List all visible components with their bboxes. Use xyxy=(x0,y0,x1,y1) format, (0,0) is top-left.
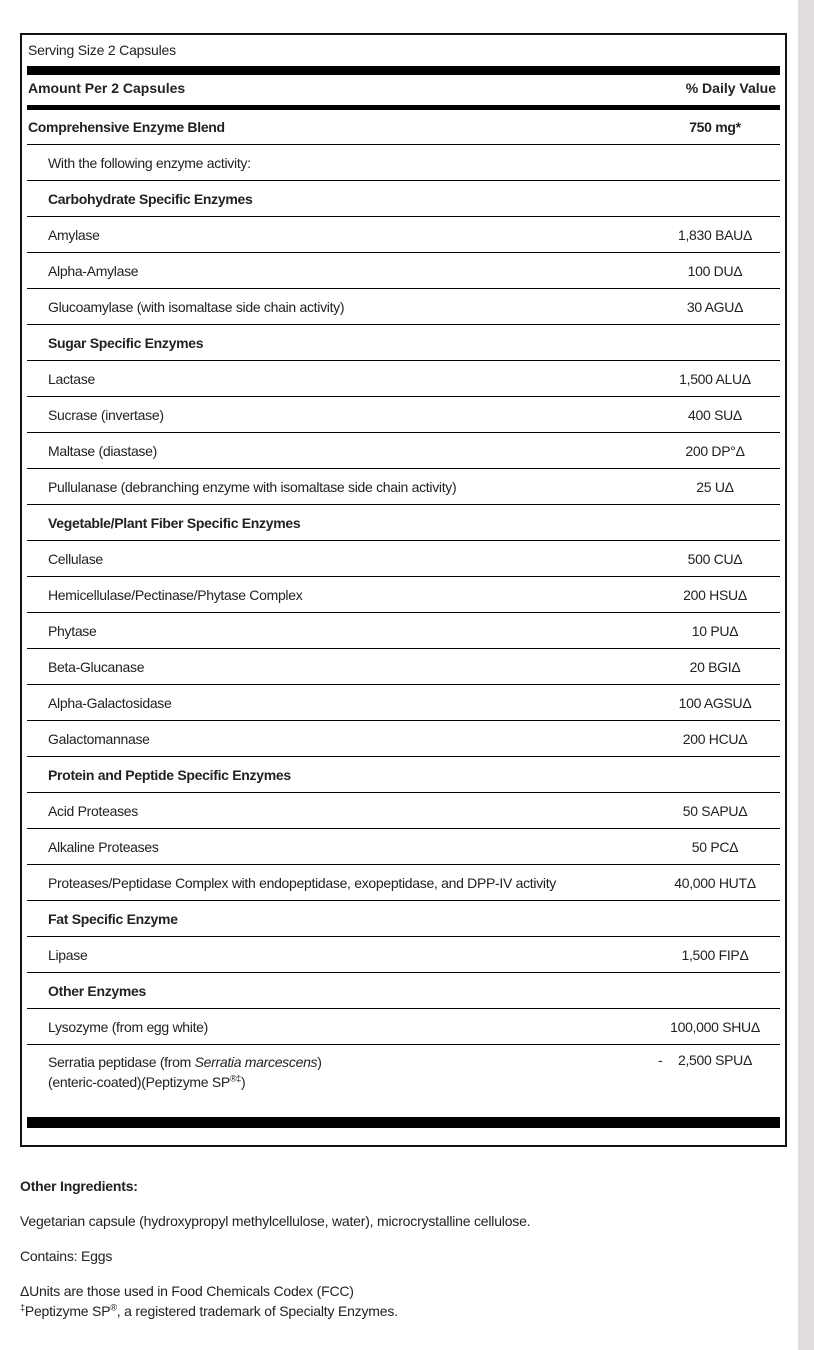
double-dagger-mark: ‡ xyxy=(20,1302,25,1313)
table-row xyxy=(27,685,780,721)
table-row xyxy=(27,829,780,865)
nutrient-amount: 50 SAPUΔ xyxy=(682,803,748,819)
nutrient-amount: 25 UΔ xyxy=(696,479,734,495)
serving-size: Serving Size 2 Capsules xyxy=(28,42,176,58)
nutrient-amount: 100,000 SHUΔ xyxy=(670,1019,760,1035)
registered-mark: ® xyxy=(110,1302,117,1313)
category-name: Protein and Peptide Specific Enzymes xyxy=(48,767,291,783)
amount-header: Amount Per 2 Capsules xyxy=(28,80,186,96)
nutrient-name: Cellulase xyxy=(48,551,103,567)
table-row xyxy=(27,577,780,613)
table-row xyxy=(27,145,780,181)
table-row xyxy=(27,289,780,325)
dv-dash: - xyxy=(658,1052,663,1068)
nutrient-amount: 2,500 SPUΔ xyxy=(677,1052,753,1068)
nutrient-name: Hemicellulase/Pectinase/Phytase Complex xyxy=(48,587,303,603)
nutrient-amount: 1,830 BAUΔ xyxy=(677,227,753,243)
category-name: Sugar Specific Enzymes xyxy=(48,335,204,351)
other-ingredients-text: Vegetarian capsule (hydroxypropyl methylcellulose, water), microcrystalline cellulose. xyxy=(20,1213,531,1229)
other-ingredients-label: Other Ingredients: xyxy=(20,1178,138,1194)
nutrient-name: Pullulanase (debranching enzyme with isomaltase side chain activity) xyxy=(48,479,457,495)
name-text: Serratia peptidase (from xyxy=(48,1054,195,1070)
nutrient-amount: 10 PUΔ xyxy=(691,623,739,639)
thick-divider-top xyxy=(27,66,780,75)
fcc-footnote: ΔUnits are those used in Food Chemicals Codex (FCC) xyxy=(20,1283,354,1299)
name-text: ) xyxy=(240,1074,246,1090)
nutrient-name: Lipase xyxy=(48,947,88,963)
table-row xyxy=(27,541,780,577)
category-row xyxy=(27,901,780,937)
table-row xyxy=(27,937,780,973)
nutrient-name: Proteases/Peptidase Complex with endopeptidase, exopeptidase, and DPP-IV activity xyxy=(48,875,557,891)
table-row xyxy=(27,253,780,289)
table-row xyxy=(27,361,780,397)
nutrient-amount: 100 AGSUΔ xyxy=(678,695,752,711)
nutrient-amount: 200 HSUΔ xyxy=(683,587,747,603)
nutrient-amount: 30 AGUΔ xyxy=(686,299,744,315)
nutrient-amount: 100 DUΔ xyxy=(687,263,743,279)
nutrient-name: Glucoamylase (with isomaltase side chain activity) xyxy=(48,299,345,315)
name-text: ) xyxy=(317,1054,322,1070)
nutrient-name: Amylase xyxy=(48,227,100,243)
category-name: Vegetable/Plant Fiber Specific Enzymes xyxy=(48,515,301,531)
nutrient-rows xyxy=(27,109,780,1113)
nutrient-name: Phytase xyxy=(48,623,97,639)
nutrient-name: Alpha-Galactosidase xyxy=(48,695,172,711)
nutrient-amount: 50 PCΔ xyxy=(691,839,739,855)
table-row xyxy=(27,721,780,757)
nutrient-name: Lactase xyxy=(48,371,95,387)
table-row xyxy=(27,793,780,829)
table-row xyxy=(27,1009,780,1045)
category-row xyxy=(27,181,780,217)
table-row xyxy=(27,433,780,469)
nutrient-name xyxy=(48,1052,322,1092)
category-name: Carbohydrate Specific Enzymes xyxy=(48,191,253,207)
table-row xyxy=(27,397,780,433)
table-row xyxy=(27,469,780,505)
tm-text: Peptizyme SP xyxy=(24,1303,111,1319)
nutrient-name: Acid Proteases xyxy=(48,803,138,819)
name-text: (enteric-coated)(Peptizyme SP xyxy=(48,1074,230,1090)
nutrient-name: Galactomannase xyxy=(48,731,150,747)
nutrient-amount: 200 DP°Δ xyxy=(685,443,745,459)
table-row xyxy=(27,109,780,145)
nutrient-amount: 500 CUΔ xyxy=(687,551,743,567)
category-name: Other Enzymes xyxy=(48,983,147,999)
table-row xyxy=(27,613,780,649)
nutrient-name: With the following enzyme activity: xyxy=(48,155,251,171)
trademark-footnote xyxy=(20,1301,790,1321)
nutrient-name: Beta-Glucanase xyxy=(48,659,145,675)
category-row xyxy=(27,325,780,361)
nutrient-amount: 200 HCUΔ xyxy=(682,731,748,747)
nutrient-name: Sucrase (invertase) xyxy=(48,407,164,423)
category-row xyxy=(27,973,780,1009)
nutrient-amount: 750 mg* xyxy=(689,119,741,135)
category-row xyxy=(27,505,780,541)
nutrient-amount: 20 BGIΔ xyxy=(689,659,741,675)
table-row-serratia-peptidase xyxy=(27,1045,780,1113)
category-name: Fat Specific Enzyme xyxy=(48,911,178,927)
ingredient-notes xyxy=(20,1176,790,1321)
table-row xyxy=(27,217,780,253)
nutrient-name: Comprehensive Enzyme Blend xyxy=(28,119,225,135)
table-row xyxy=(27,649,780,685)
nutrient-name: Lysozyme (from egg white) xyxy=(48,1019,209,1035)
nutrient-amount: 400 SUΔ xyxy=(688,407,742,423)
nutrient-amount: 1,500 ALUΔ xyxy=(679,371,751,387)
nutrient-name: Alkaline Proteases xyxy=(48,839,159,855)
trademark-sup: ®‡ xyxy=(229,1073,241,1084)
nutrient-name: Maltase (diastase) xyxy=(48,443,157,459)
nutrient-amount: 40,000 HUTΔ xyxy=(674,875,756,891)
table-row xyxy=(27,865,780,901)
supplement-facts-panel xyxy=(20,33,787,1147)
nutrient-amount: 1,500 FIPΔ xyxy=(681,947,749,963)
thick-divider-bottom xyxy=(27,1117,780,1128)
nutrient-name: Alpha-Amylase xyxy=(48,263,139,279)
species-name: Serratia marcescens xyxy=(194,1054,318,1070)
allergen-statement: Contains: Eggs xyxy=(20,1248,113,1264)
daily-value-header: % Daily Value xyxy=(685,80,776,96)
tm-text: , a registered trademark of Specialty Enzymes. xyxy=(116,1303,398,1319)
category-row xyxy=(27,757,780,793)
column-header xyxy=(28,80,776,96)
